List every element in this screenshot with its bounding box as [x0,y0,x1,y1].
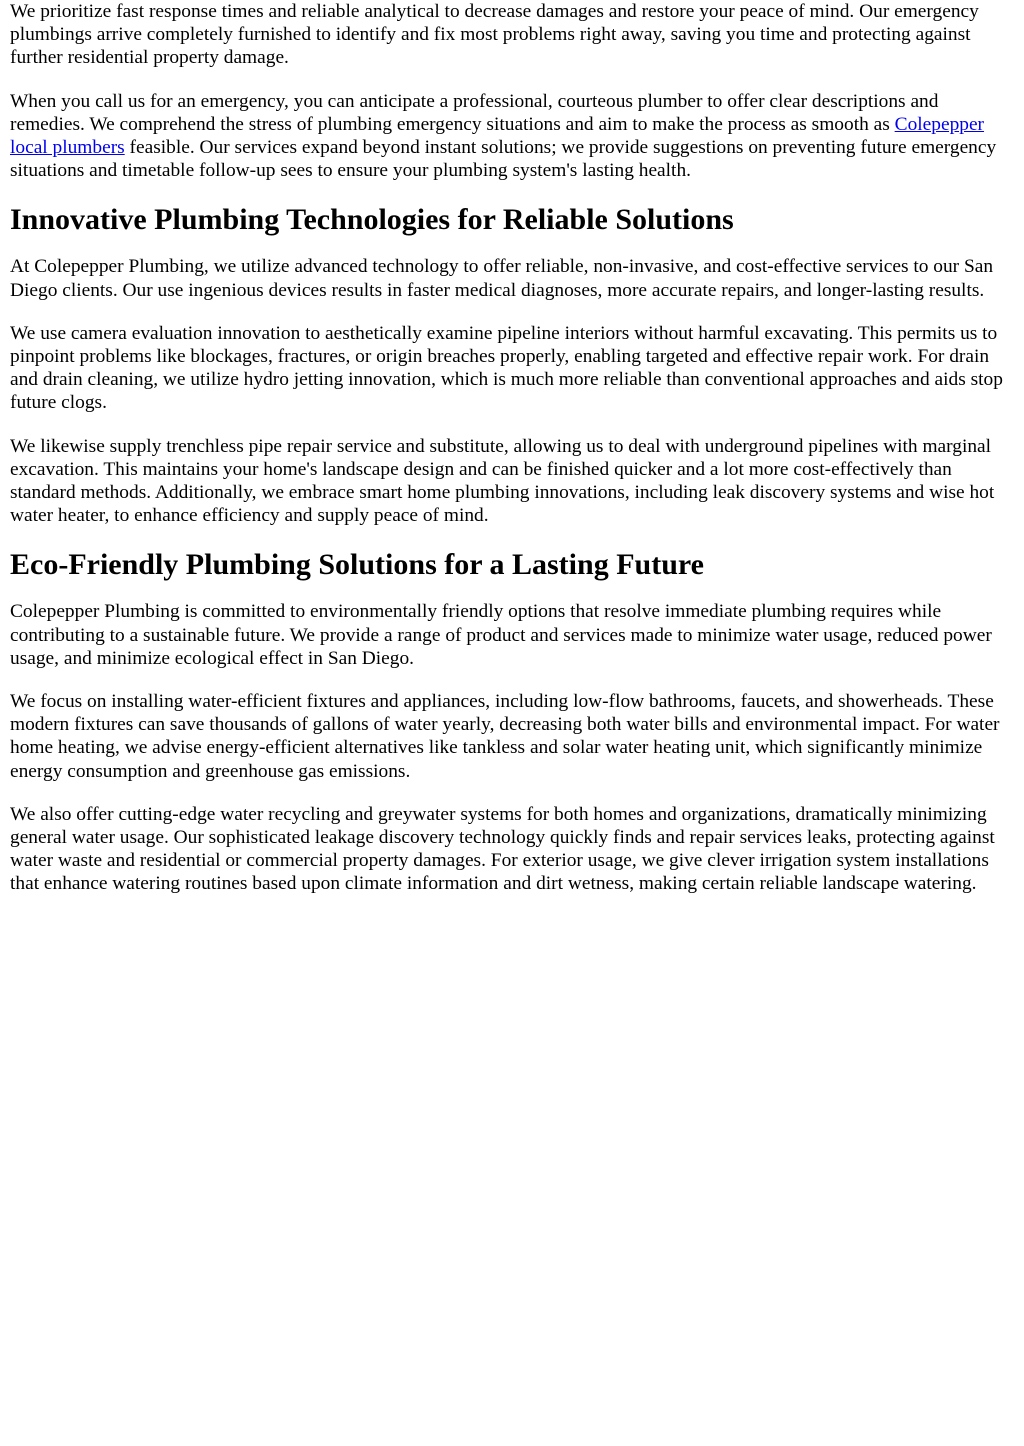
emergency-paragraph-2 [10,90,1014,183]
emergency-paragraph-1: We prioritize fast response times and reliable analytical to decrease damages and restore your peace of mind. Our emergency plumbings arrive completely furnished to identify and fix most problems right away, saving you time and protecting against further residential property damage. [10,1,979,69]
eco-paragraph-1: Colepepper Plumbing is committed to environmentally friendly options that resolve immediate plumbing requires while contributing to a sustainable future. We provide a range of product and services made to minimize water usage, reduced power usage, and minimize ecological effect in San Diego. [10,601,992,669]
tech-paragraph-1: At Colepepper Plumbing, we utilize advanced technology to offer reliable, non-invasive, and cost-effective services to our San Diego clients. Our use ingenious devices results in faster medical diagnoses, more accurate repairs, and longer-lasting results. [10,256,994,301]
eco-heading: Eco-Friendly Plumbing Solutions for a Lasting Future [10,548,704,582]
tech-heading: Innovative Plumbing Technologies for Reliable Solutions [10,203,734,237]
emergency-paragraph-2-end: feasible. Our services expand beyond instant solutions; we provide suggestions on preventing future emergency situations and timetable follow-up sees to ensure your plumbing system's lasting health. [10,137,997,182]
tech-paragraph-3: We likewise supply trenchless pipe repair service and substitute, allowing us to deal with underground pipelines with marginal excavation. This maintains your home's landscape design and can be finished quicker and a lot more cost-effectively than standard methods. Additionally, we embrace smart home plumbing innovations, including leak discovery systems and wise hot water heater, to enhance efficiency and supply peace of mind. [10,435,995,527]
tech-paragraph-2: We use camera evaluation innovation to aesthetically examine pipeline interiors without harmful excavating. This permits us to pinpoint problems like blockages, fractures, or origin breaches properly, enabling targeted and effective repair work. For drain and drain cleaning, we utilize hydro jetting innovation, which is much more reliable than conventional approaches and aids stop future clogs. [10,322,1003,414]
eco-paragraph-2: We focus on installing water-efficient fixtures and appliances, including low-flow bathrooms, faucets, and showerheads. These modern fixtures can save thousands of gallons of water yearly, decreasing both water bills and environmental impact. For water home heating, we advise energy-efficient alternatives like tankless and solar water heating unit, which significantly minimize energy consumption and greenhouse gas emissions. [10,691,1000,782]
colepepper-local-plumbers-link[interactable]: Colepepper local plumbers [10,113,985,159]
emergency-paragraph-2-start: When you call us for an emergency, you can anticipate a professional, courteous plumber to offer clear descriptions and remedies. We comprehend the stress of plumbing emergency situations and aim to make the process as smooth as [10,90,939,135]
eco-paragraph-3: We also offer cutting-edge water recycling and greywater systems for both homes and organizations, dramatically minimizing general water usage. Our sophisticated leakage discovery technology quickly finds and repair services leaks, protecting against water waste and residential or commercial property damages. For exterior usage, we give clever irrigation system installations that enhance watering routines based upon climate information and dirt wetness, making certain reliable landscape watering. [10,803,995,895]
